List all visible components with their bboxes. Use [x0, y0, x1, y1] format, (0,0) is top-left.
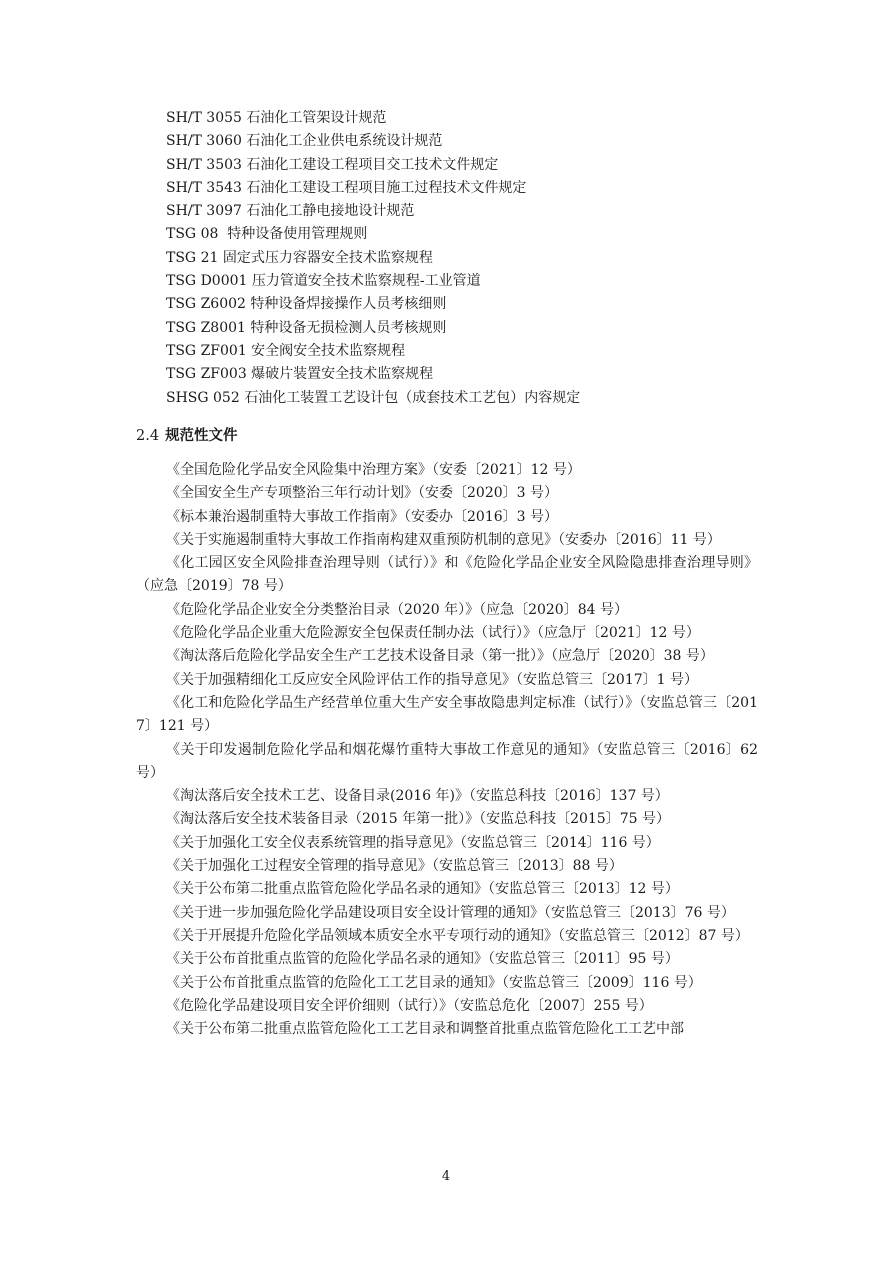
document-item: 《危险化学品企业重大危险源安全包保责任制办法（试行）》（应急厅〔2021〕12 号）	[166, 625, 700, 642]
standard-item: SH/T 3060 石油化工企业供电系统设计规范	[166, 133, 443, 150]
document-item: 《关于加强化工过程安全管理的指导意见》（安监总管三〔2013〕88 号）	[166, 858, 623, 875]
document-item: 《关于印发遏制危险化学品和烟花爆竹重特大事故工作意见的通知》（安监总管三〔2016〕62 号）	[136, 741, 758, 781]
document-item: 《全国危险化学品安全风险集中治理方案》（安委〔2021〕12 号）	[166, 462, 581, 478]
document-item: 《关于公布首批重点监管的危险化工工艺目录的通知》（安监总管三〔2009〕116 号）	[166, 974, 702, 991]
document-item: 《关于公布第二批重点监管危险化工工艺目录和调整首批重点监管危险化工工艺中部	[166, 1021, 684, 1038]
standard-item: TSG D0001 压力管道安全技术监察规程-工业管道	[166, 273, 481, 290]
standard-item: TSG ZF003 爆破片装置安全技术监察规程	[166, 366, 434, 383]
document-item: 《关于加强化工安全仪表系统管理的指导意见》（安监总管三〔2014〕116 号）	[166, 834, 660, 851]
document-item: 《关于加强精细化工反应安全风险评估工作的指导意见》（安监总管三〔2017〕1 号）	[166, 671, 698, 688]
standard-item: TSG 08 特种设备使用管理规则	[166, 226, 368, 243]
standard-item: TSG Z8001 特种设备无损检测人员考核规则	[166, 319, 447, 336]
standard-item: SH/T 3055 石油化工管架设计规范	[166, 110, 387, 126]
standard-item: SH/T 3543 石油化工建设工程项目施工过程技术文件规定	[166, 179, 527, 196]
document-item: 《关于实施遏制重特大事故工作指南构建双重预防机制的意见》（安委办〔2016〕11 号）	[166, 531, 721, 548]
document-item: 《危险化学品建设项目安全评价细则（试行）》（安监总危化〔2007〕255 号）	[166, 997, 653, 1014]
document-item: 《淘汰落后危险化学品安全生产工艺技术设备目录（第一批）》（应急厅〔2020〕38 号）	[166, 648, 714, 665]
document-item: 《标本兼治遏制重特大事故工作指南》（安委办〔2016〕3 号）	[166, 508, 558, 525]
document-item: 《关于公布第二批重点监管危险化学品名录的通知》（安监总管三〔2013〕12 号）	[166, 881, 679, 898]
standard-item: TSG ZF001 安全阀安全技术监察规程	[166, 342, 406, 359]
page-number: 4	[441, 1169, 451, 1184]
standard-item: SH/T 3097 石油化工静电接地设计规范	[166, 203, 415, 220]
standards-list	[166, 107, 786, 410]
document-item: 《化工和危险化学品生产经营单位重大生产安全事故隐患判定标准（试行）》（安监总管三〔2017〕121 号）	[136, 694, 758, 735]
document-item: 《关于公布首批重点监管的危险化学品名录的通知》（安监总管三〔2011〕95 号）	[166, 951, 679, 968]
standard-item: SH/T 3503 石油化工建设工程项目交工技术文件规定	[166, 156, 499, 173]
document-item: 《全国安全生产专项整治三年行动计划》（安委〔2020〕3 号）	[166, 485, 558, 502]
standard-item: SHSG 052 石油化工装置工艺设计包（成套技术工艺包）内容规定	[166, 389, 581, 406]
document-item: 《关于开展提升危险化学品领域本质安全水平专项行动的通知》（安监总管三〔2012〕87 号）	[166, 927, 749, 944]
section-title: 规范性文件	[165, 427, 238, 444]
document-item: 《关于进一步加强危险化学品建设项目安全设计管理的通知》（安监总管三〔2013〕76 号）	[166, 904, 735, 921]
document-item: 《淘汰落后安全技术工艺、设备目录(2016 年)》（安监总科技〔2016〕137 号）	[166, 788, 669, 805]
normative-documents-list	[136, 459, 758, 1041]
section-number: 2.4	[136, 428, 160, 444]
standard-item: TSG 21 固定式压力容器安全技术监察规程	[166, 249, 433, 266]
standard-item: TSG Z6002 特种设备焊接操作人员考核细则	[166, 296, 447, 313]
document-item: 《化工园区安全风险排查治理导则（试行）》和《危险化学品企业安全风险隐患排查治理导则》（应急〔2019〕78 号）	[136, 555, 758, 595]
section-heading	[136, 425, 238, 447]
document-item: 《危险化学品企业安全分类整治目录（2020 年）》（应急〔2020〕84 号）	[166, 601, 628, 618]
document-item: 《淘汰落后安全技术装备目录（2015 年第一批）》（安监总科技〔2015〕75 号）	[166, 811, 670, 828]
